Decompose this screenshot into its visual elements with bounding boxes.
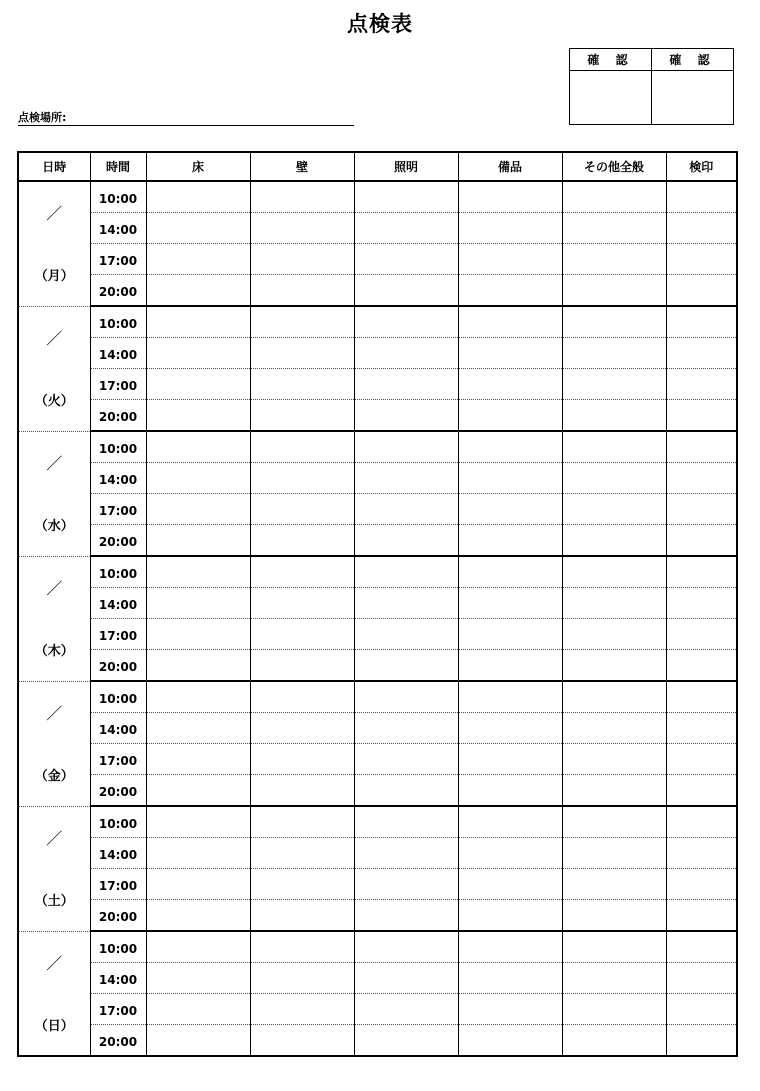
seal-check-cell[interactable]	[666, 338, 737, 369]
location-field[interactable]	[18, 111, 354, 126]
floor-check-cell[interactable]	[146, 1025, 250, 1057]
time-cell: 17:00	[90, 619, 146, 650]
location-label: 点検場所:	[18, 111, 67, 124]
time-cell: 17:00	[90, 869, 146, 900]
col-header-lighting: 照明	[354, 152, 458, 181]
table-row	[18, 244, 737, 275]
table-row	[18, 963, 737, 994]
time-cell: 20:00	[90, 650, 146, 682]
wall-check-cell[interactable]	[250, 369, 354, 400]
time-cell: 10:00	[90, 806, 146, 838]
general-check-cell[interactable]	[562, 556, 666, 588]
lighting-check-cell[interactable]	[354, 588, 458, 619]
equipment-check-cell[interactable]	[458, 806, 562, 838]
time-cell: 10:00	[90, 431, 146, 463]
equipment-check-cell[interactable]	[458, 931, 562, 963]
floor-check-cell[interactable]	[146, 431, 250, 463]
time-cell: 14:00	[90, 463, 146, 494]
col-header-general: その他全般	[562, 152, 666, 181]
equipment-check-cell[interactable]	[458, 713, 562, 744]
table-row	[18, 400, 737, 432]
general-check-cell[interactable]	[562, 275, 666, 307]
general-check-cell[interactable]	[562, 463, 666, 494]
time-cell: 20:00	[90, 1025, 146, 1057]
date-cell[interactable]	[18, 306, 90, 369]
wall-check-cell[interactable]	[250, 619, 354, 650]
lighting-check-cell[interactable]	[354, 900, 458, 932]
time-cell: 17:00	[90, 994, 146, 1025]
lighting-check-cell[interactable]	[354, 525, 458, 557]
lighting-check-cell[interactable]	[354, 463, 458, 494]
date-slash: ／	[46, 204, 63, 224]
table-row	[18, 494, 737, 525]
seal-check-cell[interactable]	[666, 588, 737, 619]
lighting-check-cell[interactable]	[354, 306, 458, 338]
lighting-check-cell[interactable]	[354, 681, 458, 713]
floor-check-cell[interactable]	[146, 275, 250, 307]
seal-check-cell[interactable]	[666, 838, 737, 869]
lighting-check-cell[interactable]	[354, 556, 458, 588]
date-cell[interactable]	[18, 806, 90, 869]
time-cell: 14:00	[90, 713, 146, 744]
col-header-time: 時間	[90, 152, 146, 181]
equipment-check-cell[interactable]	[458, 556, 562, 588]
wall-check-cell[interactable]	[250, 400, 354, 432]
approval-label-1: 確 認	[570, 49, 652, 71]
table-row	[18, 525, 737, 557]
seal-check-cell[interactable]	[666, 681, 737, 713]
wall-check-cell[interactable]	[250, 806, 354, 838]
seal-check-cell[interactable]	[666, 619, 737, 650]
seal-check-cell[interactable]	[666, 213, 737, 244]
general-check-cell[interactable]	[562, 400, 666, 432]
wall-check-cell[interactable]	[250, 744, 354, 775]
lighting-check-cell[interactable]	[354, 994, 458, 1025]
weekday-cell: （水）	[18, 494, 90, 557]
table-row	[18, 556, 737, 588]
floor-check-cell[interactable]	[146, 369, 250, 400]
general-check-cell[interactable]	[562, 931, 666, 963]
approval-stamp-box	[569, 48, 734, 125]
seal-check-cell[interactable]	[666, 900, 737, 932]
date-slash: ／	[46, 579, 63, 598]
wall-check-cell[interactable]	[250, 588, 354, 619]
time-cell: 14:00	[90, 338, 146, 369]
lighting-check-cell[interactable]	[354, 963, 458, 994]
wall-check-cell[interactable]	[250, 681, 354, 713]
equipment-check-cell[interactable]	[458, 994, 562, 1025]
wall-check-cell[interactable]	[250, 994, 354, 1025]
date-cell[interactable]	[18, 556, 90, 619]
weekday-cell: （月）	[18, 244, 90, 307]
seal-check-cell[interactable]	[666, 806, 737, 838]
weekday-cell: （金）	[18, 744, 90, 807]
seal-check-cell[interactable]	[666, 650, 737, 682]
general-check-cell[interactable]	[562, 619, 666, 650]
col-header-datetime: 日時	[18, 152, 90, 181]
general-check-cell[interactable]	[562, 744, 666, 775]
table-row	[18, 838, 737, 869]
equipment-check-cell[interactable]	[458, 244, 562, 275]
wall-check-cell[interactable]	[250, 931, 354, 963]
wall-check-cell[interactable]	[250, 713, 354, 744]
equipment-check-cell[interactable]	[458, 963, 562, 994]
approval-stamp-cell-1[interactable]	[570, 71, 652, 125]
time-cell: 20:00	[90, 525, 146, 557]
equipment-check-cell[interactable]	[458, 838, 562, 869]
floor-check-cell[interactable]	[146, 838, 250, 869]
time-cell: 10:00	[90, 556, 146, 588]
floor-check-cell[interactable]	[146, 963, 250, 994]
date-slash: ／	[46, 954, 63, 973]
floor-check-cell[interactable]	[146, 244, 250, 275]
wall-check-cell[interactable]	[250, 181, 354, 213]
general-check-cell[interactable]	[562, 588, 666, 619]
wall-check-cell[interactable]	[250, 213, 354, 244]
col-header-equipment: 備品	[458, 152, 562, 181]
time-cell: 17:00	[90, 494, 146, 525]
general-check-cell[interactable]	[562, 994, 666, 1025]
page-title: 点検表	[347, 12, 413, 36]
equipment-check-cell[interactable]	[458, 744, 562, 775]
wall-check-cell[interactable]	[250, 338, 354, 369]
lighting-check-cell[interactable]	[354, 744, 458, 775]
equipment-check-cell[interactable]	[458, 619, 562, 650]
seal-check-cell[interactable]	[666, 306, 737, 338]
seal-check-cell[interactable]	[666, 463, 737, 494]
floor-check-cell[interactable]	[146, 338, 250, 369]
equipment-check-cell[interactable]	[458, 525, 562, 557]
floor-check-cell[interactable]	[146, 525, 250, 557]
lighting-check-cell[interactable]	[354, 775, 458, 807]
col-header-wall: 壁	[250, 152, 354, 181]
table-row	[18, 994, 737, 1025]
lighting-check-cell[interactable]	[354, 869, 458, 900]
date-slash: ／	[46, 704, 63, 723]
general-check-cell[interactable]	[562, 869, 666, 900]
floor-check-cell[interactable]	[146, 900, 250, 932]
seal-check-cell[interactable]	[666, 963, 737, 994]
lighting-check-cell[interactable]	[354, 931, 458, 963]
table-row	[18, 744, 737, 775]
wall-check-cell[interactable]	[250, 1025, 354, 1057]
equipment-check-cell[interactable]	[458, 306, 562, 338]
col-header-floor: 床	[146, 152, 250, 181]
table-row	[18, 431, 737, 463]
table-row	[18, 775, 737, 807]
weekday-cell: （木）	[18, 619, 90, 682]
table-row	[18, 338, 737, 369]
general-check-cell[interactable]	[562, 181, 666, 213]
time-cell: 10:00	[90, 181, 146, 213]
table-row	[18, 931, 737, 963]
seal-check-cell[interactable]	[666, 275, 737, 307]
seal-check-cell[interactable]	[666, 244, 737, 275]
time-cell: 10:00	[90, 681, 146, 713]
seal-check-cell[interactable]	[666, 931, 737, 963]
general-check-cell[interactable]	[562, 338, 666, 369]
table-row	[18, 275, 737, 307]
time-cell: 14:00	[90, 963, 146, 994]
time-cell: 10:00	[90, 931, 146, 963]
equipment-check-cell[interactable]	[458, 338, 562, 369]
table-row	[18, 306, 737, 338]
date-slash: ／	[46, 829, 63, 848]
general-check-cell[interactable]	[562, 650, 666, 682]
equipment-check-cell[interactable]	[458, 431, 562, 463]
date-cell[interactable]	[18, 431, 90, 494]
floor-check-cell[interactable]	[146, 181, 250, 213]
table-row	[18, 619, 737, 650]
floor-check-cell[interactable]	[146, 775, 250, 807]
approval-stamp-cell-2[interactable]	[652, 71, 734, 125]
lighting-check-cell[interactable]	[354, 275, 458, 307]
general-check-cell[interactable]	[562, 900, 666, 932]
lighting-check-cell[interactable]	[354, 431, 458, 463]
floor-check-cell[interactable]	[146, 931, 250, 963]
wall-check-cell[interactable]	[250, 525, 354, 557]
equipment-check-cell[interactable]	[458, 775, 562, 807]
general-check-cell[interactable]	[562, 1025, 666, 1057]
seal-check-cell[interactable]	[666, 994, 737, 1025]
weekday-cell: （土）	[18, 869, 90, 932]
time-cell: 20:00	[90, 900, 146, 932]
floor-check-cell[interactable]	[146, 494, 250, 525]
floor-check-cell[interactable]	[146, 806, 250, 838]
table-row	[18, 588, 737, 619]
general-check-cell[interactable]	[562, 806, 666, 838]
lighting-check-cell[interactable]	[354, 181, 458, 213]
table-row	[18, 713, 737, 744]
equipment-check-cell[interactable]	[458, 275, 562, 307]
wall-check-cell[interactable]	[250, 306, 354, 338]
wall-check-cell[interactable]	[250, 244, 354, 275]
general-check-cell[interactable]	[562, 213, 666, 244]
date-cell[interactable]	[18, 181, 90, 244]
wall-check-cell[interactable]	[250, 556, 354, 588]
general-check-cell[interactable]	[562, 369, 666, 400]
seal-check-cell[interactable]	[666, 431, 737, 463]
wall-check-cell[interactable]	[250, 494, 354, 525]
table-row	[18, 463, 737, 494]
lighting-check-cell[interactable]	[354, 713, 458, 744]
inspection-rows	[18, 181, 737, 1056]
floor-check-cell[interactable]	[146, 306, 250, 338]
equipment-check-cell[interactable]	[458, 650, 562, 682]
floor-check-cell[interactable]	[146, 869, 250, 900]
equipment-check-cell[interactable]	[458, 494, 562, 525]
lighting-check-cell[interactable]	[354, 213, 458, 244]
time-cell: 17:00	[90, 244, 146, 275]
seal-check-cell[interactable]	[666, 869, 737, 900]
wall-check-cell[interactable]	[250, 275, 354, 307]
table-row	[18, 181, 737, 213]
wall-check-cell[interactable]	[250, 463, 354, 494]
general-check-cell[interactable]	[562, 525, 666, 557]
time-cell: 10:00	[90, 306, 146, 338]
equipment-check-cell[interactable]	[458, 681, 562, 713]
seal-check-cell[interactable]	[666, 400, 737, 432]
lighting-check-cell[interactable]	[354, 1025, 458, 1057]
seal-check-cell[interactable]	[666, 525, 737, 557]
table-row	[18, 650, 737, 682]
general-check-cell[interactable]	[562, 963, 666, 994]
wall-check-cell[interactable]	[250, 431, 354, 463]
floor-check-cell[interactable]	[146, 744, 250, 775]
header-row	[18, 152, 737, 181]
weekday-cell: （火）	[18, 369, 90, 432]
equipment-check-cell[interactable]	[458, 400, 562, 432]
equipment-check-cell[interactable]	[458, 181, 562, 213]
floor-check-cell[interactable]	[146, 650, 250, 682]
time-cell: 14:00	[90, 838, 146, 869]
seal-check-cell[interactable]	[666, 1025, 737, 1057]
time-cell: 17:00	[90, 369, 146, 400]
floor-check-cell[interactable]	[146, 400, 250, 432]
lighting-check-cell[interactable]	[354, 838, 458, 869]
inspection-table	[17, 151, 738, 1057]
floor-check-cell[interactable]	[146, 588, 250, 619]
general-check-cell[interactable]	[562, 713, 666, 744]
lighting-check-cell[interactable]	[354, 244, 458, 275]
general-check-cell[interactable]	[562, 681, 666, 713]
general-check-cell[interactable]	[562, 775, 666, 807]
time-cell: 20:00	[90, 400, 146, 432]
general-check-cell[interactable]	[562, 244, 666, 275]
col-header-seal: 検印	[666, 152, 737, 181]
wall-check-cell[interactable]	[250, 838, 354, 869]
floor-check-cell[interactable]	[146, 994, 250, 1025]
seal-check-cell[interactable]	[666, 181, 737, 213]
time-cell: 20:00	[90, 775, 146, 807]
date-cell[interactable]	[18, 681, 90, 744]
general-check-cell[interactable]	[562, 494, 666, 525]
table-row	[18, 900, 737, 932]
table-row	[18, 213, 737, 244]
general-check-cell[interactable]	[562, 306, 666, 338]
wall-check-cell[interactable]	[250, 775, 354, 807]
lighting-check-cell[interactable]	[354, 494, 458, 525]
lighting-check-cell[interactable]	[354, 806, 458, 838]
table-row	[18, 1025, 737, 1057]
wall-check-cell[interactable]	[250, 900, 354, 932]
floor-check-cell[interactable]	[146, 713, 250, 744]
seal-check-cell[interactable]	[666, 713, 737, 744]
date-slash: ／	[46, 454, 63, 473]
seal-check-cell[interactable]	[666, 775, 737, 807]
floor-check-cell[interactable]	[146, 619, 250, 650]
equipment-check-cell[interactable]	[458, 869, 562, 900]
seal-check-cell[interactable]	[666, 556, 737, 588]
time-cell: 14:00	[90, 588, 146, 619]
general-check-cell[interactable]	[562, 431, 666, 463]
lighting-check-cell[interactable]	[354, 650, 458, 682]
wall-check-cell[interactable]	[250, 963, 354, 994]
time-cell: 14:00	[90, 213, 146, 244]
equipment-check-cell[interactable]	[458, 588, 562, 619]
seal-check-cell[interactable]	[666, 744, 737, 775]
table-row	[18, 681, 737, 713]
table-row	[18, 806, 737, 838]
floor-check-cell[interactable]	[146, 463, 250, 494]
lighting-check-cell[interactable]	[354, 369, 458, 400]
seal-check-cell[interactable]	[666, 369, 737, 400]
floor-check-cell[interactable]	[146, 681, 250, 713]
equipment-check-cell[interactable]	[458, 900, 562, 932]
floor-check-cell[interactable]	[146, 556, 250, 588]
equipment-check-cell[interactable]	[458, 1025, 562, 1057]
table-row	[18, 369, 737, 400]
lighting-check-cell[interactable]	[354, 338, 458, 369]
general-check-cell[interactable]	[562, 838, 666, 869]
lighting-check-cell[interactable]	[354, 619, 458, 650]
date-slash: ／	[46, 329, 63, 348]
lighting-check-cell[interactable]	[354, 400, 458, 432]
equipment-check-cell[interactable]	[458, 369, 562, 400]
table-row	[18, 869, 737, 900]
time-cell: 17:00	[90, 744, 146, 775]
equipment-check-cell[interactable]	[458, 463, 562, 494]
equipment-check-cell[interactable]	[458, 213, 562, 244]
floor-check-cell[interactable]	[146, 213, 250, 244]
seal-check-cell[interactable]	[666, 494, 737, 525]
wall-check-cell[interactable]	[250, 869, 354, 900]
approval-label-2: 確 認	[652, 49, 734, 71]
time-cell: 20:00	[90, 275, 146, 307]
wall-check-cell[interactable]	[250, 650, 354, 682]
weekday-cell: （日）	[18, 994, 90, 1057]
date-cell[interactable]	[18, 931, 90, 994]
